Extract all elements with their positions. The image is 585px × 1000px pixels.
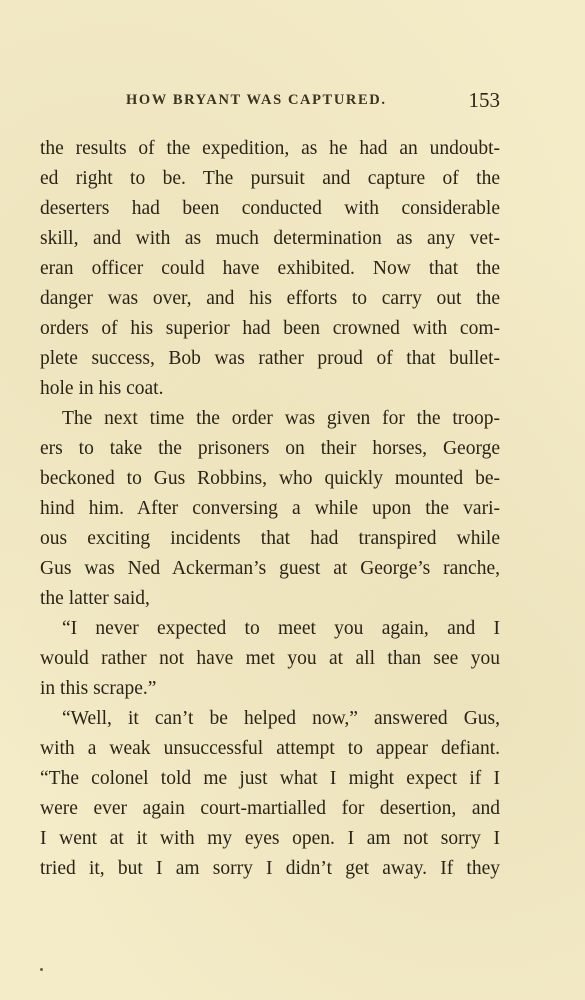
text-line: in this scrape.” bbox=[40, 678, 157, 699]
text-line: ers to take the prisoners on their horses, George bbox=[40, 438, 500, 459]
text-line: Gus was Ned Ackerman’s guest at George’s ranche, bbox=[40, 558, 500, 579]
text-line: deserters had been conducted with considerable bbox=[40, 198, 500, 219]
text-line: eran officer could have exhibited. Now that the bbox=[40, 258, 500, 279]
text-line: “The colonel told me just what I might expect if I bbox=[40, 768, 500, 789]
page-number: 153 bbox=[468, 88, 500, 112]
text-line: plete success, Bob was rather proud of that bullet- bbox=[40, 348, 500, 369]
text-line: beckoned to Gus Robbins, who quickly mounted be- bbox=[40, 468, 500, 489]
text-line: hole in his coat. bbox=[40, 378, 164, 399]
text-line: I went at it with my eyes open. I am not sorry I bbox=[40, 828, 500, 849]
text-line: were ever again court-martialled for desertion, and bbox=[40, 798, 500, 819]
text-line: skill, and with as much determination as any vet- bbox=[40, 228, 500, 249]
text-line: the latter said, bbox=[40, 588, 150, 609]
text-line: “I never expected to meet you again, and I bbox=[62, 618, 500, 639]
text-line: orders of his superior had been crowned with com- bbox=[40, 318, 500, 339]
text-line: with a weak unsuccessful attempt to appear defiant. bbox=[40, 738, 500, 759]
body-text bbox=[40, 134, 500, 884]
text-line: the results of the expedition, as he had an undoubt- bbox=[40, 138, 500, 159]
text-line: ed right to be. The pursuit and capture of the bbox=[40, 168, 500, 189]
text-line: danger was over, and his efforts to carry out the bbox=[40, 288, 500, 309]
text-line: “Well, it can’t be helped now,” answered Gus, bbox=[62, 708, 500, 729]
text-line: ous exciting incidents that had transpired while bbox=[40, 528, 500, 549]
text-line: would rather not have met you at all than see you bbox=[40, 648, 500, 669]
running-title: HOW BRYANT WAS CAPTURED. bbox=[126, 92, 387, 108]
text-line: hind him. After conversing a while upon the vari- bbox=[40, 498, 500, 519]
running-head bbox=[40, 88, 500, 116]
paper-speck bbox=[40, 968, 43, 971]
text-line: The next time the order was given for the troop- bbox=[62, 408, 500, 429]
text-line: tried it, but I am sorry I didn’t get away. If they bbox=[40, 858, 500, 879]
